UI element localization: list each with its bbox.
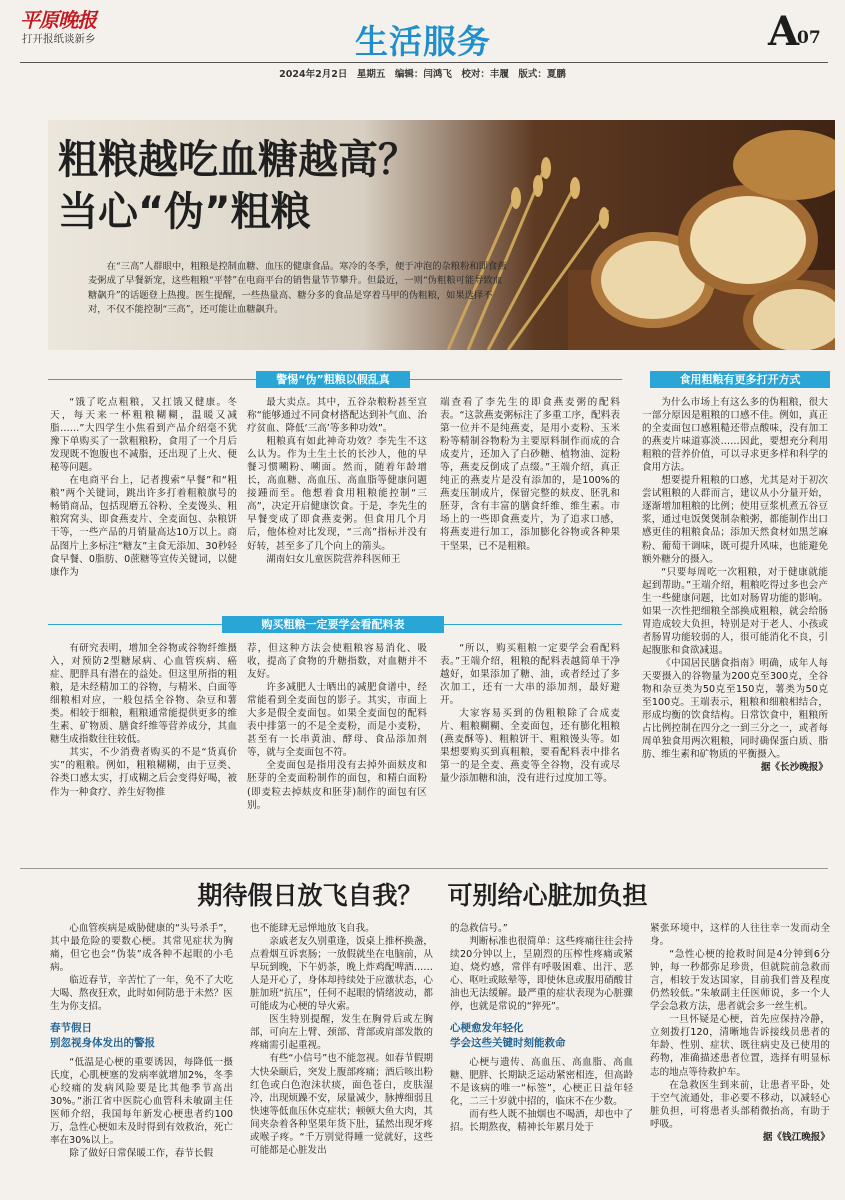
paragraph: “饿了吃点粗粮，又扛饿又健康。冬天，每天来一杯粗粮糊糊，温暖又减脂……”大四学生小焦看到产品介绍毫不犹豫下单购买了一款粗粮粉，食用了一个月后发现既不饱腹也不减脂，还出现了上火、便秘等问题。 xyxy=(50,397,237,474)
slogan: 打开报纸谈新乡 xyxy=(22,33,96,45)
wheat-grains xyxy=(511,157,609,229)
paragraph: 荐，但这种方法会使粗粮容易消化、吸收，提高了食物的升糖指数，对血糖并不友好。 xyxy=(247,643,427,681)
paragraph: 许多减肥人士晒出的减肥食谱中，经常能看到全麦面包的影子。其实，市面上大多是假全麦面包。如果全麦面包的配料表中排第一的不是全麦粉，而是小麦粉，甚至有一长串黄油、酵母、食品添加剂等，就与全麦面包不符。 xyxy=(247,682,427,759)
subheading: 心梗愈发年轻化 xyxy=(450,1022,524,1035)
logo: 平原晚报 xyxy=(20,8,96,32)
article-column xyxy=(440,396,620,614)
article-column xyxy=(650,922,830,1200)
paragraph: 在急救医生到来前，让患者平卧，处于空气流通处，非必要不移动，以减轻心脏负担，可将患者头部稍微抬高，有助于呼吸。 xyxy=(650,1079,830,1130)
section-rule-left xyxy=(48,379,256,380)
section-rule-left xyxy=(48,624,222,625)
paragraph: 一旦怀疑是心梗，首先应保持冷静，立刻拨打120，清晰地告诉接线员患者的年龄、性别、症状、既往病史及已使用的药物，准确描述患者位置，选择有明显标志的地点等待救护车。 xyxy=(650,1014,830,1078)
article-column xyxy=(450,922,633,1200)
section-heading-fake-grains: 警惕“伪”粗粮以假乱真 xyxy=(256,371,410,388)
paragraph: 有研究表明，增加全谷物或谷物纤维摄入，对预防2型糖尿病、心血管疾病、癌症、肥胖具有潜在的益处。但这里所指的粗粮，是未经精加工的谷物，与精米、白面等细粮相对应，一般包括全谷物、杂豆和薯类。相较于细粮，粗粮通常能提供更多的维生素、矿物质、膳食纤维等营养成分，其血糖生成指数往往较低。 xyxy=(50,643,237,746)
hero-banner xyxy=(48,120,835,350)
lead-headline-1: 粗粮越吃血糖越高？ xyxy=(58,137,418,183)
section-heading-ingredients: 购买粗粮一定要学会看配料表 xyxy=(222,616,444,633)
paragraph: 《中国居民膳食指南》明确，成年人每天要摄入的谷物量为200克至300克，全谷物和杂豆类为50克至150克，薯类为50克至100克。王端表示，粗粮和细粮相结合，形成均衡的饮食结构。日常饮食中，粗粮所占比例控制在四分之一到三分之一，或者每周单独食用两次粗粮，同时确保蛋白质、脂肪、维生素和矿物质的平衡摄入。 xyxy=(642,657,828,761)
paragraph: 为什么市场上有这么多的伪粗粮，很大一部分原因是粗粮的口感不佳。例如，真正的全麦面包口感粗糙还带点酸味，没有加工的燕麦片味道寡淡……因此，要想充分利用粗粮的营养价值，可以寻求更多样和科学的食用方法。 xyxy=(642,397,828,474)
section-title: 生活服务 xyxy=(355,22,491,61)
paragraph: 最大卖点。其中，五谷杂粮粉甚至宣称“能够通过不同食材搭配达到补气血、治疗贫血、降低‘三高’等多种功效”。 xyxy=(247,397,427,435)
source-note: 据《长沙晚报》 xyxy=(760,762,828,774)
paragraph: 而有些人既不抽烟也不喝酒，却也中了招。长期熬夜，精神长年累月处于 xyxy=(450,1108,633,1133)
paragraph: 亲戚老友久别重逢，饭桌上推杯换盏，点着烟互诉衷肠；一放假就坐在电脑前，从早玩到晚，下午奶茶，晚上炸鸡配啤酒……人是开心了，身体却持续处于应激状态，心脏加班“抗压”，任何不起眼的情绪波动，都可能成为心梗的导火索。 xyxy=(250,936,433,1013)
article-column xyxy=(50,922,233,1200)
paragraph: 其实，不少消费者购买的不是“货真价实”的粗粮。例如，粗粮糊糊，由于豆类、谷类口感太实，打成糊之后会变得好喝，被作为一种食疗、养生好物推 xyxy=(50,747,237,798)
masthead xyxy=(0,0,845,80)
article-column xyxy=(247,396,427,614)
paragraph: 想要提升粗粮的口感，尤其是对于初次尝试粗粮的人群而言，建议从小分量开始，逐渐增加粗粮的比例；使用豆浆机煮五谷豆浆，通过电饭煲煲制杂粮粥，都能制作出口感更佳的粗粮食品；添加天然食材如黑芝麻粉、葡萄干调味，既可提升风味，也能避免额外糖分的摄入。 xyxy=(642,475,828,565)
section-heading-ways-to-eat: 食用粗粮有更多打开方式 xyxy=(650,371,830,388)
paragraph: 临近春节，辛苦忙了一年，免不了大吃大喝、熬夜狂欢，此时如何防患于未然？医生为你支招。 xyxy=(50,975,233,1013)
article-column xyxy=(642,396,828,866)
paragraph: 也不能肆无忌惮地放飞自我。 xyxy=(250,923,375,934)
article2-headline: 期待假日放飞自我？ 可别给心脏加负担 xyxy=(197,881,648,910)
subheading: 别忽视身体发出的警报 xyxy=(50,1036,155,1049)
article-column xyxy=(50,642,237,860)
article-divider xyxy=(20,868,828,869)
page-letter: A xyxy=(768,8,800,55)
paragraph: 紧张环境中，这样的人往往幸一发而动全身。 xyxy=(650,923,830,948)
paragraph: 心血管疾病是威胁健康的“头号杀手”，其中最危险的要数心梗。其常见症状为胸痛，但它也会“伪装”成各种不起眼的小毛病。 xyxy=(50,923,233,974)
paragraph: 粗粮真有如此神奇功效？李先生不这么认为。作为土生土长的长沙人，他的早餐习惯嗍粉、嗍面。然而，随着年龄增长，高血糖、高血压、高血脂等健康问题接踵而至。他想着食用粗粮能控制“三高”，决定开启健康饮食。于是，李先生的早餐变成了即食燕麦粥。但食用几个月后，他体检对比发现，“三高”指标并没有好转，甚至多了几个向上的箭头。 xyxy=(247,436,427,552)
lead-headline-2: 当心“伪”粗粮 xyxy=(58,189,311,235)
paragraph: 在电商平台上，记者搜索“早餐”和“粗粮”两个关键词，跳出许多打着粗粮旗号的畅销商品，包括现磨五谷粉、全麦馒头、粗粮窝窝头、即食燕麦片、全麦面包、杂粮饼干等，一些产品的月销量高达10万以上。商品图片上多标注“糖友”主食无添加、30秒轻食早餐、0脂肪、0蔗糖等宣传关键词，以健康作为 xyxy=(50,475,237,578)
page-number: 07 xyxy=(797,28,821,48)
paragraph: 有些“小信号”也不能忽视。如春节假期大快朵颐后，突发上腹部疼痛；酒后咳出粉红色或白色泡沫状痰，面色苍白，皮肤湿冷，出现烦躁不安，尿量减少，脉搏细弱且快速等低血压休克症状；顿顿大鱼大肉，其间夹杂着各种坚果年货下肚，猛然出现牙疼或喉子疼。“千万别觉得睡一觉就好，这些可能都是心脏发出 xyxy=(250,1053,433,1156)
paragraph: 除了做好日常保暖工作，春节长假 xyxy=(69,1148,214,1159)
paragraph: “只要每周吃一次粗粮，对于健康就能起到帮助。”王端介绍，粗粮吃得过多也会产生一些健康问题，比如对肠胃功能的影响。如果一次性把细粮全部换成粗粮，就会给肠胃造成较大负担，特别是对于老人、小孩或者肠胃功能较弱的人，很可能消化不良，引起腹胀和食欲减退。 xyxy=(642,566,828,656)
masthead-rule xyxy=(20,62,828,63)
article-column xyxy=(250,922,433,1200)
paragraph: 全麦面包是指用没有去掉外面麸皮和胚芽的全麦面粉制作的面包，和精白面粉(即麦粒去掉麸皮和胚芽)制作的面包有区别。 xyxy=(247,760,427,811)
lead-intro: 在“三高”人群眼中，粗粮是控制血糖、血压的健康食品。寒冷的冬季，便于冲泡的杂粮粉和即食燕麦粥成了早餐新宠，这些粗粮“平替”在电商平台的销售量节节攀升。但最近，一则“伪粗粮可能导致血糖飙升”的话题登上热搜。医生提醒，一些热量高、糖分多的食品是穿着马甲的伪粗粮，如果选择不对，不仅不能控制“三高”，还可能让血糖飙升。 xyxy=(88,261,507,316)
article-column xyxy=(247,642,427,860)
paragraph: 的急救信号。” xyxy=(450,923,508,934)
paragraph: 湖南妇女儿童医院营养科医师王 xyxy=(266,553,401,565)
article-column xyxy=(50,396,237,614)
article-column xyxy=(440,642,620,860)
source-note: 据《钱江晚报》 xyxy=(762,1131,830,1143)
paragraph: 端查看了李先生的即食燕麦粥的配料表。“这款燕麦粥标注了多重工序，配料表第一位并不是纯燕麦，是用小麦粉、玉米粉等精制谷物粉为主要原料制作而成的合成麦片，还加入了白砂糖、植物油、淀粉等，燕麦反倒成了点缀。”王端介绍，真正纯正的燕麦片是没有添加的，是100%的燕麦压制成片，保留完整的麸皮、胚乳和胚芽，含有丰富的膳食纤维、维生素。市场上的一些即食燕麦片，为了追求口感，将燕麦进行加工，添加膨化谷物或各种果干坚果，已不是粗粮。 xyxy=(440,397,620,552)
paragraph: 医生特别提醒，发生在胸骨后或左胸部，可向左上臂、颈部、背部或肩部发散的疼痛需引起重视。 xyxy=(250,1014,433,1052)
section-rule-right xyxy=(410,379,622,380)
paragraph: “所以，购买粗粮一定要学会看配料表。”王端介绍，粗粮的配料表越简单干净越好，如果添加了糖、油，或者经过了多次加工，还有一大串的添加剂，最好避开。 xyxy=(440,643,620,707)
paragraph: “低温是心梗的重要诱因，每降低一摄氏度，心肌梗塞的发病率就增加2%，冬季心绞痛的发病风险要是比其他季节高出30%。”浙江省中医院心血管科未敏副主任医师介绍，我国每年新发心梗患者约100万，急性心梗如未及时得到有效救治，死亡率在30%以上。 xyxy=(50,1056,233,1146)
date-line: 2024年2月2日 星期五 编辑：闫鸿飞 校对：丰履 版式：夏鹏 xyxy=(279,69,566,80)
paragraph: 心梗与遗传、高血压、高血脂、高血糖、肥胖、长期缺乏运动紧密相连，但高龄不是该病的唯一“标签”，心梗正日益年轻化，二三十岁就中招的，临床不在少数。 xyxy=(450,1056,633,1107)
paragraph: 判断标准也很简单：这些疼痛往往会持续20分钟以上，呈剧烈的压榨性疼痛或紧迫、烧灼感，常伴有呼吸困难、出汗、恶心、呕吐或眩晕等，即使休息或服用硝酸甘油也无法缓解。最严重的症状表现为心脏骤停，也就是常说的“猝死”。 xyxy=(450,936,633,1013)
section-rule-right xyxy=(444,624,622,625)
paragraph: “急性心梗的抢救时间是4分钟到6分钟，每一秒都弥足珍贵，但就院前急救而言，相较于发达国家，目前我们普及程度仍然较低。”朱敏副主任医师说，多一个人学会急救方法，患者就会多一丝生机。 xyxy=(650,949,830,1013)
subheading: 学会这些关键时刻能救命 xyxy=(450,1036,566,1049)
paragraph: 大家容易买到的伪粗粮除了合成麦片、粗粮糊糊、全麦面包，还有膨化粗粮(燕麦酥等)、粗粮饼干、粗粮馒头等。如果想要购买到真粗粮，要看配料表中排名第一的是全麦、燕麦等全谷物，没有或尽量少添加糖和油，没有进行过度加工等。 xyxy=(440,708,620,785)
subheading: 春节假日 xyxy=(50,1022,92,1035)
